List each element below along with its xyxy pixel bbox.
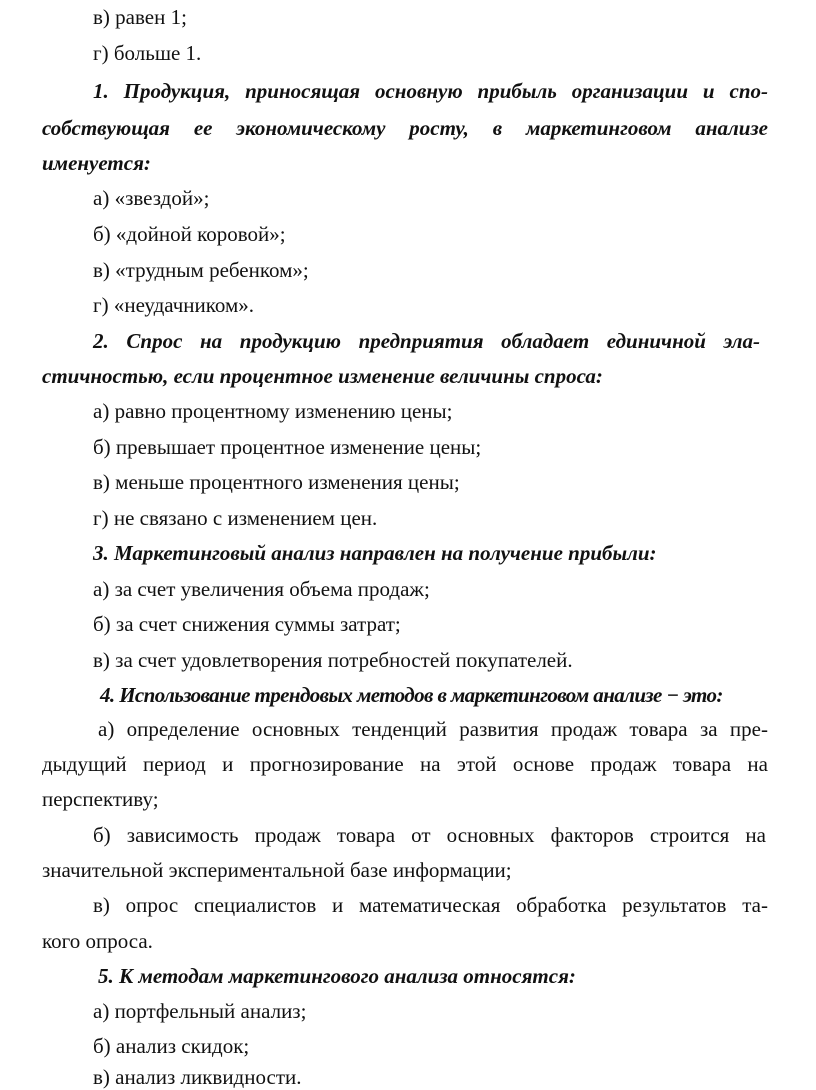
q1-option-a: а) «звездой»; [93,186,210,210]
q2-option-v: в) меньше процентного изменения цены; [93,470,460,494]
q4-option-c-line-2: кого опроса. [42,929,153,953]
q5-option-v: в) анализ ликвидности. [93,1065,302,1089]
option-g-prev: г) больше 1. [93,41,202,65]
q5-option-b: б) анализ скидок; [93,1034,250,1058]
option-v-prev: в) равен 1; [93,5,187,29]
question-1-line-3: именуется: [42,151,151,175]
question-4: 4. Использование трендовых методов в маркетинговом анализе − это: [100,683,723,707]
q4-option-a-line-1: а) определение основных тенденций развития продаж товара за пре- [98,717,768,741]
question-3: 3. Маркетинговый анализ направлен на получение прибыли: [93,541,657,565]
q2-option-b: б) превышает процентное изменение цены; [93,435,482,459]
q5-option-a: а) портфельный анализ; [93,999,307,1023]
q2-option-a: а) равно процентному изменению цены; [93,399,453,423]
question-2-line-2: стичностью, если процентное изменение величины спроса: [42,364,603,388]
q4-option-a-line-3: перспективу; [42,787,159,811]
q2-option-g: г) не связано с изменением цен. [93,506,378,530]
q3-option-a: а) за счет увеличения объема продаж; [93,577,430,601]
question-1-line-1: 1. Продукция, приносящая основную прибыль организации и спо- [93,79,768,103]
q3-option-v: в) за счет удовлетворения потребностей покупателей. [93,648,573,672]
q4-option-b-line-2: значительной экспериментальной базе информации; [42,858,512,882]
q1-option-g: г) «неудачником». [93,293,255,317]
q3-option-b: б) за счет снижения суммы затрат; [93,612,401,636]
q4-option-b-line-1: б) зависимость продаж товара от основных факторов строится на [93,823,766,847]
question-5: 5. К методам маркетингового анализа относятся: [98,964,576,988]
question-2-line-1: 2. Спрос на продукцию предприятия обладает единичной эла- [93,329,760,353]
question-1-line-2: собствующая ее экономическому росту, в маркетинговом анализе [42,116,768,140]
q1-option-v: в) «трудным ребенком»; [93,258,309,282]
q1-option-b: б) «дойной коровой»; [93,222,286,246]
q4-option-c-line-1: в) опрос специалистов и математическая обработка результатов та- [93,893,768,917]
q4-option-a-line-2: дыдущий период и прогнозирование на этой основе продаж товара на [42,752,768,776]
